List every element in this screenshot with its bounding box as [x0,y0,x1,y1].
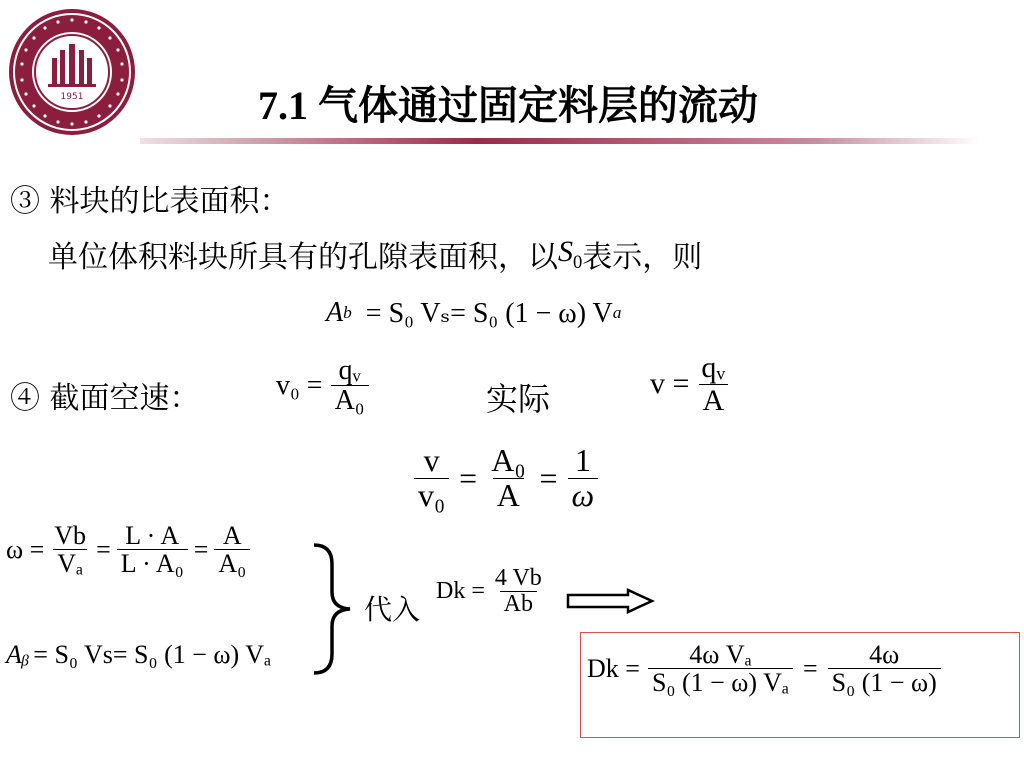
result-box [580,632,1020,738]
right-brace-icon [310,542,354,676]
ab-equation: Aᵦ = S₀ Vs= S₀ (1 − ω) Vₐ [6,640,272,669]
porosity-equation: ω = $\frac{Vb}{\text{Vₐ}}$ = $\frac{L \cdot A}{\text{L · A₀}}$ = $\frac{A}{\text{A₀}}$ [6,522,250,578]
velocity-ratio-equation: $\frac{v}{\text{v₀}}$ = $\frac{\text{A₀}}{A}$ = $\frac{1}{\omega}$ [414,444,598,512]
description-text-start: 单位体积料块所具有的孔隙表面积，以 [48,240,558,275]
university-logo [6,6,138,138]
actual-label: 实际 [486,380,551,418]
section-4-heading: ④ 截面空速： [10,381,200,416]
hollow-right-arrow-icon [566,588,656,614]
title-divider [140,138,980,144]
v0-formula: v₀ = $\frac{\text{qᵥ}}{\text{A₀}}$ [276,356,369,416]
section-3-description [48,232,702,276]
v-formula: v = $\frac{\text{qᵥ}}{A}$ [650,352,729,416]
specific-surface-equation: A b = S₀ Vₛ= S₀ (1 − ω) V a [326,297,622,329]
page-title: 7.1 气体通过固定料层的流动 [258,83,758,128]
svg-text:1951: 1951 [60,92,84,102]
substitute-label: 代入 [364,593,421,626]
description-text-end: 表示，则 [582,240,703,275]
s0-symbol: $S_0$ [558,234,583,273]
section-3-heading: ③ 料块的比表面积： [10,184,290,219]
university-seal-icon [6,6,138,138]
dk-definition: Dk = $\frac{4 Vb}{Ab}$ [436,565,542,618]
dk-result-equation: Dk = $\frac{\text{4ω Vₐ}}{\text{S₀ (1 − ω) Vₐ}}$ = $\frac{4\omega}{\text{S₀ (1 − ω)}}$ [587,641,941,697]
